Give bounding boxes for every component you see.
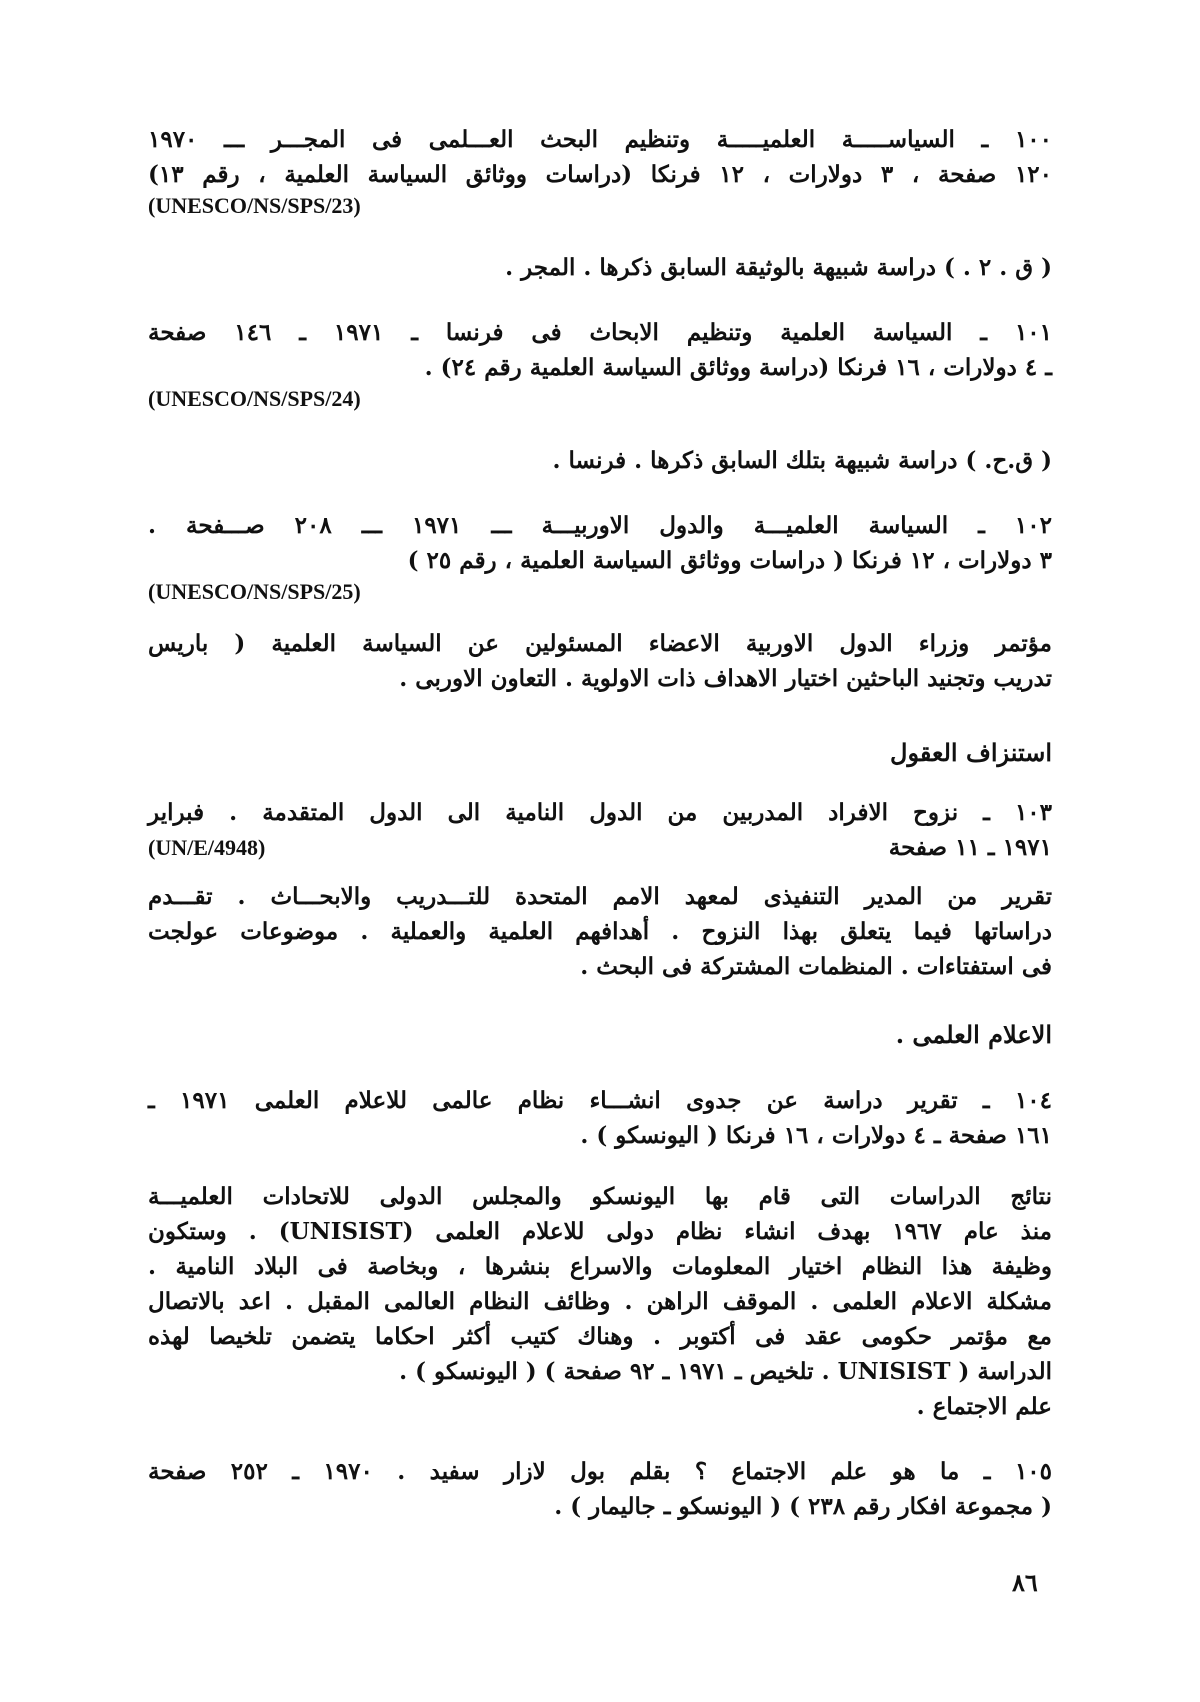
text-line: ١٠٣ ـ نزوح الافراد المدربين من الدول النامية الى الدول المتقدمة . فبراير: [148, 799, 1052, 826]
paragraph-104: [148, 1179, 1052, 1424]
text-line: فى استفتاءات . المنظمات المشتركة فى البحث .: [580, 953, 1052, 980]
entry-103-line2: [148, 830, 1052, 865]
entry-105: [148, 1454, 1052, 1524]
text-line: ـ ٤ دولارات ، ١٦ فرنكا (دراسة ووثائق السياسة العلمية رقم ٢٤) .: [424, 354, 1052, 381]
entry-103: [148, 795, 1052, 830]
text-line: ١٠٢ ـ السياسة العلميـــة والدول الاوربيـــة ـــ ١٩٧١ ـــ ٢٠٨ صـــفحة .: [148, 512, 1052, 539]
text-line: تقرير من المدير التنفيذى لمعهد الامم المتحدة للتـــدريب والابحـــاث . تقـــدم: [148, 883, 1052, 910]
reference-code: (UNESCO/NS/SPS/24): [148, 386, 361, 411]
text-line: نتائج الدراسات التى قام بها اليونسكو والمجلس الدولى للاتحادات العلميـــة: [148, 1183, 1052, 1210]
text-line: وظيفة هذا النظام اختيار المعلومات والاسراع بنشرها ، وبخاصة فى البلاد النامية .: [148, 1253, 1052, 1280]
text-line: ١٠١ ـ السياسة العلمية وتنظيم الابحاث فى فرنسا ـ ١٩٧١ ـ ١٤٦ صفحة: [148, 319, 1052, 346]
text-line: ٣ دولارات ، ١٢ فرنكا ( دراسات ووثائق السياسة العلمية ، رقم ٢٥ ): [407, 547, 1052, 574]
entry-100: [148, 122, 1052, 192]
entry-102: [148, 508, 1052, 578]
text-line: منذ عام ١٩٦٧ بهدف انشاء نظام دولى للاعلام العلمى (UNISIST) . وستكون: [148, 1218, 1052, 1245]
page-number: ٨٦: [1012, 1568, 1038, 1597]
note-hungary: [148, 250, 1052, 285]
reference-code: (UNESCO/NS/SPS/23): [148, 193, 361, 218]
text-line: ١٠٠ ـ السياســـــة العلميـــــة وتنظيم البحث العـــلمى فى المجـــر ـــ ١٩٧٠: [148, 126, 1052, 153]
text-line: ( ق . ٢ . ) دراسة شبيهة بالوثيقة السابق ذكرها . المجر .: [505, 254, 1052, 281]
text-line: ( ق.ح. ) دراسة شبيهة بتلك السابق ذكرها . فرنسا .: [552, 447, 1052, 474]
paragraph-103: [148, 879, 1052, 984]
text-line: ١٢٠ صفحة ، ٣ دولارات ، ١٢ فرنكا (دراسات ووثائق السياسة العلمية ، رقم ١٣): [148, 161, 1053, 188]
text-line: مشكلة الاعلام العلمى . الموقف الراهن . وظائف النظام العالمى المقبل . اعد بالاتصال: [148, 1288, 1052, 1315]
section-heading-brain-drain: استنزاف العقول: [890, 738, 1052, 767]
note-europe: [148, 626, 1052, 696]
text-line: مع مؤتمر حكومى عقد فى أكتوبر . وهناك كتيب أكثر احكاما يتضمن تلخيصا لهذه: [148, 1323, 1052, 1350]
text-line: الدراسة ( UNISIST . تلخيص ـ ١٩٧١ ـ ٩٢ صفحة ) ( اليونسكو ) .: [399, 1358, 1052, 1385]
text-line: ١٩٧١ ـ ١١ صفحة: [888, 834, 1052, 861]
section-heading-scientific-information: الاعلام العلمى .: [895, 1020, 1052, 1049]
text-line: ١٦١ صفحة ـ ٤ دولارات ، ١٦ فرنكا ( اليونسكو ) .: [580, 1122, 1052, 1149]
text-line: دراساتها فيما يتعلق بهذا النزوح . أهدافهم العلمية والعملية . موضوعات عولجت: [148, 918, 1052, 945]
text-line: ١٠٤ ـ تقرير دراسة عن جدوى انشـــاء نظام عالمى للاعلام العلمى ١٩٧١ ـ: [148, 1087, 1052, 1114]
text-line: ١٠٥ ـ ما هو علم الاجتماع ؟ بقلم بول لازار سفيد . ١٩٧٠ ـ ٢٥٢ صفحة: [148, 1458, 1052, 1485]
entry-101: [148, 315, 1052, 385]
note-france: [148, 443, 1052, 478]
text-line: تدريب وتجنيد الباحثين اختيار الاهداف ذات الاولوية . التعاون الاوربى .: [399, 665, 1052, 692]
entry-104: [148, 1083, 1052, 1153]
text-line: علم الاجتماع .: [916, 1393, 1052, 1420]
reference-code: (UN/E/4948): [148, 835, 266, 860]
text-line: ( مجموعة افكار رقم ٢٣٨ ) ( اليونسكو ـ جاليمار ) .: [554, 1493, 1052, 1520]
reference-code: (UNESCO/NS/SPS/25): [148, 579, 361, 604]
text-line: مؤتمر وزراء الدول الاوربية الاعضاء المسئولين عن السياسة العلمية ( باريس: [148, 630, 1052, 657]
